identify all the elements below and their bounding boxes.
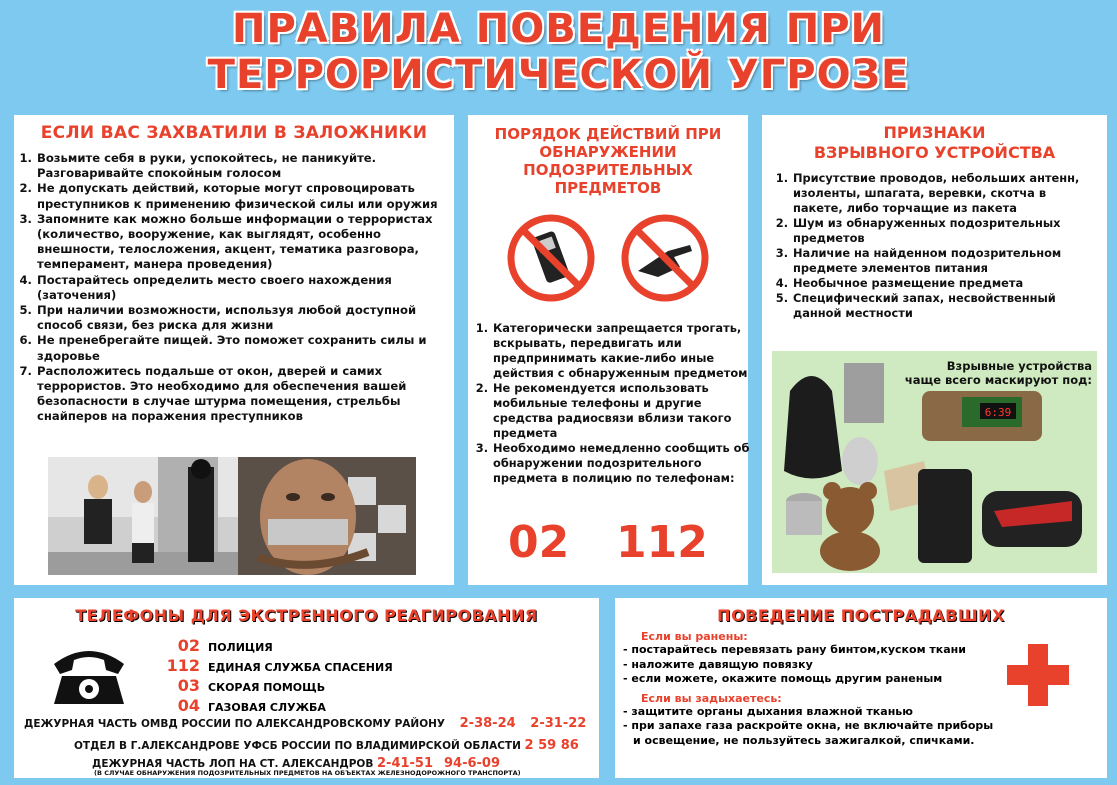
phone-number: 03 [177,676,200,695]
disguise-caption-line1: Взрывные устройства [946,359,1092,373]
phone-label: ЕДИНАЯ СЛУЖБА СПАСЕНИЯ [208,661,393,674]
hostage-panel [14,115,454,585]
choking-list [623,705,1013,749]
hostages-photo [48,457,238,575]
no-phone-icon [504,211,598,305]
choking-item: - защитите органы дыхания влажной тканью [623,704,913,718]
disguise-caption-line2: чаще всего маскируют под: [904,373,1092,387]
hostage-item: 4. Постарайтесь определить место своего нахождения (заточения) [36,273,448,303]
explosive-signs-panel [762,115,1107,585]
emergency-heading: ТЕЛЕФОНЫ ДЛЯ ЭКСТРЕННОГО РЕАГИРОВАНИЯ [75,606,538,625]
red-cross-icon [1007,644,1069,706]
rescue-number-112: 112 [616,517,708,568]
suspicious-item: 1. Категорически запрещается трогать, вскрывать, передвигать или предпринимать какие-либо иные действия с обнаруженным предметом [492,321,754,381]
signs-item: 5. Специфический запах, несвойственный данной местности [792,291,1099,321]
suspicious-heading-line1: ПОРЯДОК ДЕЙСТВИЙ ПРИ [494,125,722,143]
phone-label: ПОЛИЦИЯ [208,641,273,654]
choking-item: - при запахе газа раскройте окна, не включайте приборы [623,719,994,732]
signs-item: 2. Шум из обнаруженных подозрительных предметов [792,216,1099,246]
no-touch-icon [618,211,712,305]
duty-omvd-number1: 2-38-24 [459,716,516,731]
poster-title-line2: ТЕРРОРИСТИЧЕСКОЙ УГРОЗЕ [207,52,910,98]
phone-label: СКОРАЯ ПОМОЩЬ [208,681,326,694]
suspicious-item: 2. Не рекомендуется использовать мобильные телефоны и другие средства радиосвязи вблизи такого предмета [492,381,754,441]
poster-title-line1: ПРАВИЛА ПОВЕДЕНИЯ ПРИ [231,6,885,52]
phone-row-rescue [154,656,393,675]
hostage-heading: ЕСЛИ ВАС ЗАХВАТИЛИ В ЗАЛОЖНИКИ [40,123,428,143]
victims-heading: ПОВЕДЕНИЕ ПОСТРАДАВШИХ [717,606,1005,625]
suspicious-heading-line2: ОБНАРУЖЕНИИ [539,143,677,161]
wounded-title: Если вы ранены: [641,630,748,643]
choking-item: и освещение, не пользуйтесь зажигалкой, спичками. [633,733,975,747]
suspicious-heading-line3: ПОДОЗРИТЕЛЬНЫХ [523,161,693,179]
duty-lop-number1: 2-41-51 [377,756,434,771]
signs-item: 1. Присутствие проводов, небольших антенн, изоленты, шпагата, веревки, скотча в пакете, либо торчащие из пакета [792,171,1099,216]
suspicious-list [474,321,754,486]
duty-omvd [24,716,586,731]
wounded-list [623,643,1013,687]
duty-lop-note: (В СЛУЧАЕ ОБНАРУЖЕНИЯ ПОДОЗРИТЕЛЬНЫХ ПРЕДМЕТОВ НА ОБЪЕКТАХ ЖЕЛЕЗНОДОРОЖНОГО ТРАНСПОРТА) [94,769,521,777]
hostage-list [14,151,454,425]
victims-panel [615,598,1107,778]
phone-row-police [154,636,273,655]
phone-label: ГАЗОВАЯ СЛУЖБА [208,701,326,714]
poster-title [0,6,1117,98]
gagged-man-photo [238,457,416,575]
suspicious-panel [468,115,748,585]
hostage-item: 7. Расположитесь подальше от окон, дверей и самих террористов. Это необходимо для обеспечения вашей безопасности в случае штурма помещения, стрельбы снайперов на поражения преступников [36,364,448,425]
signs-heading-line2: ВЗРЫВНОГО УСТРОЙСТВА [813,143,1056,162]
wounded-item: - если можете, окажите помощь другим раненым [623,672,943,685]
phone-number: 112 [166,656,200,675]
phone-number: 02 [177,636,200,655]
disguise-caption [902,359,1092,387]
duty-lop-label: ДЕЖУРНАЯ ЧАСТЬ ЛОП НА СТ. АЛЕКСАНДРОВ [92,758,374,770]
emergency-phones-panel [14,598,599,778]
wounded-item: - наложите давящую повязку [623,657,813,671]
duty-fsb-number: 2 59 86 [524,738,579,753]
wounded-item: - постарайтесь перевязать рану бинтом,куском ткани [623,643,966,656]
suspicious-item: 3. Необходимо немедленно сообщить об обнаружении подозрительного предмета в полицию по телефонам: [492,441,754,486]
suspicious-heading-line4: ПРЕДМЕТОВ [554,179,662,197]
hostage-item: 5. При наличии возможности, используя любой доступной способ связи, без риска для жизни [36,303,448,333]
signs-heading-line1: ПРИЗНАКИ [883,123,986,142]
telephone-icon [48,642,130,708]
duty-lop-number2: 94-6-09 [444,756,501,771]
hostage-item: 3. Запомните как можно больше информации о террористах (количество, вооружение, как выглядят, особенно внешности, телосложения, акцент, тематика разговора, темперамент, манера проведения) [36,212,448,273]
hostage-item: 1. Возьмите себя в руки, успокойтесь, не паникуйте. Разговаривайте спокойным голосом [36,151,448,181]
choking-title: Если вы задыхаетесь: [641,691,782,705]
duty-omvd-label: ДЕЖУРНАЯ ЧАСТЬ ОМВД РОССИИ ПО АЛЕКСАНДРОВСКОМУ РАЙОНУ [24,718,446,730]
phone-row-ambulance [154,676,325,695]
phone-number: 04 [177,696,200,715]
signs-item: 3. Наличие на найденном подозрительном предмете элементов питания [792,246,1099,276]
police-number-02: 02 [508,517,570,568]
duty-fsb [74,738,579,753]
hostage-item: 6. Не пренебрегайте пищей. Это поможет сохранить силы и здоровье [36,333,448,363]
hostage-item: 2. Не допускать действий, которые могут спровоцировать преступников к применению физической силы или оружия [36,181,448,211]
bomb-timer: 6:39 [984,406,1012,419]
duty-fsb-label: ОТДЕЛ В Г.АЛЕКСАНДРОВЕ УФСБ РОССИИ ПО ВЛАДИМИРСКОЙ ОБЛАСТИ [74,740,521,752]
duty-omvd-number2: 2-31-22 [530,716,587,731]
signs-list [762,171,1107,321]
phone-row-gas [154,696,326,715]
signs-item: 4. Необычное размещение предмета [792,276,1099,291]
